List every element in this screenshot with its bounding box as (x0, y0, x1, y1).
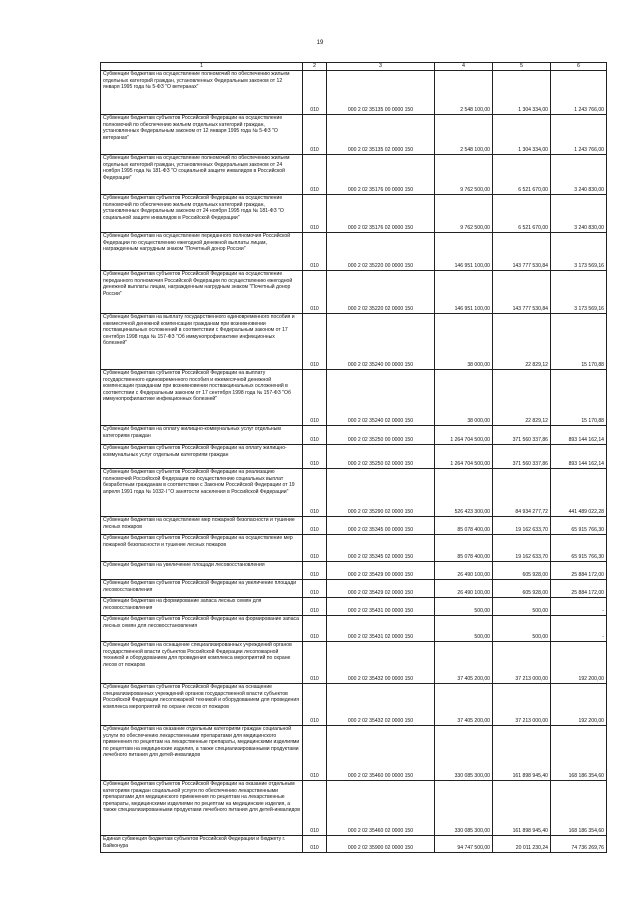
approved-amount-cell: 85 078 400,00 (435, 517, 493, 535)
budget-classification-code-cell: 000 2 02 35220 00 0000 150 (327, 233, 435, 271)
column-header: 4 (435, 63, 493, 71)
unexecuted-amount-cell: - (551, 598, 607, 616)
executed-amount-cell: 1 304 334,00 (493, 115, 551, 155)
unexecuted-amount-cell: 15 170,88 (551, 314, 607, 370)
table-row (101, 535, 607, 562)
budget-classification-code-cell: 000 2 02 35250 00 0000 150 (327, 426, 435, 445)
row-code-cell: 010 (303, 233, 327, 271)
row-name-cell: Субвенции бюджетам субъектов Российской Федерации на реализацию полномочий Российской Федерации по осуществлению социальных выплат безработным гражданам в соответствии с Законом Российской Федерации от 19 апреля 1991 года № 1032-I "О занятости населения в Российской Федерации" (101, 469, 303, 517)
approved-amount-cell: 38 000,00 (435, 370, 493, 426)
budget-classification-code-cell: 000 2 02 35431 00 0000 150 (327, 598, 435, 616)
executed-amount-cell: 84 934 277,72 (493, 469, 551, 517)
unexecuted-amount-cell: 168 186 354,60 (551, 726, 607, 781)
unexecuted-amount-cell: 168 186 354,60 (551, 781, 607, 836)
row-code-cell: 010 (303, 195, 327, 233)
row-name-cell: Субвенции бюджетам на выплату государственного единовременного пособия и ежемесячной денежной компенсации гражданам при возникновении поствакцинальных осложнений в соответствии с Федеральным законом от 17 сентября 1998 года № 157-ФЗ "Об иммунопрофилактике инфекционных болезней" (101, 314, 303, 370)
table-row (101, 598, 607, 616)
budget-classification-code-cell: 000 2 02 35432 00 0000 150 (327, 642, 435, 684)
row-name-cell: Субвенции бюджетам субъектов Российской Федерации на осуществление полномочий по обеспечению жильем отдельных категорий граждан, установленных Федеральным законом от 24 ноября 1995 года № 181-ФЗ "О социальной защите инвалидов в Российской Федерации" (101, 195, 303, 233)
table-row (101, 642, 607, 684)
budget-classification-code-cell: 000 2 02 35431 02 0000 150 (327, 616, 435, 642)
row-code-cell: 010 (303, 517, 327, 535)
row-name-cell: Субвенции бюджетам на формирование запаса лесных семян для лесовосстановления (101, 598, 303, 616)
executed-amount-cell: 161 898 945,40 (493, 781, 551, 836)
approved-amount-cell: 500,00 (435, 616, 493, 642)
executed-amount-cell: 605 928,00 (493, 580, 551, 598)
approved-amount-cell: 37 405 200,00 (435, 642, 493, 684)
executed-amount-cell: 143 777 530,84 (493, 233, 551, 271)
unexecuted-amount-cell: 1 243 766,00 (551, 115, 607, 155)
column-header: 3 (327, 63, 435, 71)
approved-amount-cell: 146 951 100,00 (435, 233, 493, 271)
unexecuted-amount-cell: 74 736 269,76 (551, 836, 607, 853)
row-code-cell: 010 (303, 642, 327, 684)
approved-amount-cell: 330 085 300,00 (435, 726, 493, 781)
budget-classification-code-cell: 000 2 02 35900 02 0000 150 (327, 836, 435, 853)
row-name-cell: Субвенции бюджетам субъектов Российской Федерации на выплату государственного единовременного пособия и ежемесячной денежной компенсации гражданам при возникновении поствакцинальных осложнений в соответствии с Федеральным законом от 17 сентября 1998 года № 157-ФЗ "Об иммунопрофилактике инфекционных болезней" (101, 370, 303, 426)
approved-amount-cell: 37 405 200,00 (435, 684, 493, 726)
row-name-cell: Субвенции бюджетам субъектов Российской Федерации на оснащение специализированных учреждений органов государственной власти субъектов Российской Федерации лесопожарной техникой и оборудованием для проведения комплекса мероприятий по охране лесов от пожаров (101, 684, 303, 726)
budget-classification-code-cell: 000 2 02 35135 00 0000 150 (327, 71, 435, 115)
executed-amount-cell: 605 928,00 (493, 562, 551, 580)
unexecuted-amount-cell: 3 240 830,00 (551, 155, 607, 195)
approved-amount-cell: 1 264 704 500,00 (435, 445, 493, 469)
approved-amount-cell: 2 548 100,00 (435, 115, 493, 155)
row-code-cell: 010 (303, 71, 327, 115)
executed-amount-cell: 6 521 670,00 (493, 155, 551, 195)
budget-classification-code-cell: 000 2 02 35176 00 0000 150 (327, 155, 435, 195)
row-name-cell: Субвенции бюджетам субъектов Российской Федерации на осуществление переданного полномочия Российской Федерации по осуществлению ежегодной денежной выплаты лицам, награжденным нагрудным знаком "Почетный донор России" (101, 271, 303, 314)
table-row (101, 115, 607, 155)
approved-amount-cell: 38 000,00 (435, 314, 493, 370)
executed-amount-cell: 20 011 230,24 (493, 836, 551, 853)
row-name-cell: Субвенции бюджетам на осуществление полномочий по обеспечению жильем отдельных категорий граждан, установленных Федеральным законом от 24 ноября 1995 года № 181-ФЗ "О социальной защите инвалидов в Российской Федерации" (101, 155, 303, 195)
unexecuted-amount-cell: 25 884 172,00 (551, 580, 607, 598)
approved-amount-cell: 26 490 100,00 (435, 562, 493, 580)
unexecuted-amount-cell: 3 240 830,00 (551, 195, 607, 233)
table-row (101, 726, 607, 781)
table-row (101, 314, 607, 370)
budget-classification-code-cell: 000 2 02 35345 02 0000 150 (327, 535, 435, 562)
column-header: 1 (101, 63, 303, 71)
budget-classification-code-cell: 000 2 02 35290 02 0000 150 (327, 469, 435, 517)
budget-classification-code-cell: 000 2 02 35240 02 0000 150 (327, 370, 435, 426)
row-name-cell: Субвенции бюджетам субъектов Российской Федерации на оплату жилищно-коммунальных услуг отдельным категориям граждан (101, 445, 303, 469)
row-name-cell: Субвенции бюджетам субъектов Российской Федерации на оказание отдельным категориям граждан социальной услуги по обеспечению лекарственными препаратами для медицинского применения по рецептам на лекарственные препараты, медицинскими изделиями по рецептам на медицинские изделия, а также специализированными продуктами лечебного питания для детей-инвалидов (101, 781, 303, 836)
approved-amount-cell: 146 951 100,00 (435, 271, 493, 314)
row-name-cell: Субвенции бюджетам на осуществление мер пожарной безопасности и тушение лесных пожаров (101, 517, 303, 535)
row-name-cell: Субвенции бюджетам на оснащение специализированных учреждений органов государственной власти субъектов Российской Федерации лесопожарной техникой и оборудованием для проведения комплекса мероприятий по охране лесов от пожаров (101, 642, 303, 684)
row-name-cell: Субвенции бюджетам на увеличение площади лесовосстановления (101, 562, 303, 580)
row-code-cell: 010 (303, 445, 327, 469)
row-code-cell: 010 (303, 684, 327, 726)
unexecuted-amount-cell: 441 489 022,28 (551, 469, 607, 517)
row-code-cell: 010 (303, 598, 327, 616)
unexecuted-amount-cell: 192 200,00 (551, 684, 607, 726)
approved-amount-cell: 9 762 500,00 (435, 155, 493, 195)
row-code-cell: 010 (303, 314, 327, 370)
executed-amount-cell: 143 777 530,84 (493, 271, 551, 314)
row-code-cell: 010 (303, 155, 327, 195)
unexecuted-amount-cell: 15 170,88 (551, 370, 607, 426)
budget-classification-code-cell: 000 2 02 35429 00 0000 150 (327, 562, 435, 580)
table-row (101, 580, 607, 598)
table-row (101, 445, 607, 469)
executed-amount-cell: 161 898 945,40 (493, 726, 551, 781)
row-code-cell: 010 (303, 535, 327, 562)
row-code-cell: 010 (303, 469, 327, 517)
row-code-cell: 010 (303, 726, 327, 781)
page-number: 19 (316, 40, 324, 46)
unexecuted-amount-cell: 65 915 766,30 (551, 517, 607, 535)
unexecuted-amount-cell: 65 915 766,30 (551, 535, 607, 562)
executed-amount-cell: 37 213 000,00 (493, 642, 551, 684)
table-row (101, 271, 607, 314)
approved-amount-cell: 1 264 704 500,00 (435, 426, 493, 445)
row-code-cell: 010 (303, 580, 327, 598)
column-number-header-row (101, 63, 607, 71)
executed-amount-cell: 500,00 (493, 616, 551, 642)
approved-amount-cell: 526 423 300,00 (435, 469, 493, 517)
budget-classification-code-cell: 000 2 02 35220 02 0000 150 (327, 271, 435, 314)
row-name-cell: Субвенции бюджетам на осуществление переданного полномочия Российской Федерации по осуществлению ежегодной денежной выплаты лицам, награжденным нагрудным знаком "Почетный донор России" (101, 233, 303, 271)
table-row (101, 195, 607, 233)
row-name-cell: Субвенции бюджетам на осуществление полномочий по обеспечению жильем отдельных категорий граждан, установленных Федеральным законом от 12 января 1995 года № 5-ФЗ "О ветеранах" (101, 71, 303, 115)
approved-amount-cell: 2 548 100,00 (435, 71, 493, 115)
table-row (101, 469, 607, 517)
row-code-cell: 010 (303, 781, 327, 836)
budget-classification-code-cell: 000 2 02 35460 00 0000 150 (327, 726, 435, 781)
row-name-cell: Субвенции бюджетам на оплату жилищно-коммунальных услуг отдельным категориям граждан (101, 426, 303, 445)
table-row (101, 426, 607, 445)
approved-amount-cell: 85 078 400,00 (435, 535, 493, 562)
budget-classification-code-cell: 000 2 02 35432 02 0000 150 (327, 684, 435, 726)
row-code-cell: 010 (303, 426, 327, 445)
executed-amount-cell: 19 162 633,70 (493, 517, 551, 535)
column-header: 2 (303, 63, 327, 71)
table-row (101, 233, 607, 271)
row-name-cell: Субвенции бюджетам субъектов Российской Федерации на формирование запаса лесных семян для лесовосстановления (101, 616, 303, 642)
executed-amount-cell: 37 213 000,00 (493, 684, 551, 726)
row-name-cell: Субвенции бюджетам субъектов Российской Федерации на осуществление полномочий по обеспечению жильем отдельных категорий граждан, установленных Федеральным законом от 12 января 1995 года № 5-ФЗ "О ветеранах" (101, 115, 303, 155)
budget-classification-code-cell: 000 2 02 35429 02 0000 150 (327, 580, 435, 598)
unexecuted-amount-cell: 192 200,00 (551, 642, 607, 684)
table-row (101, 684, 607, 726)
approved-amount-cell: 330 085 300,00 (435, 781, 493, 836)
table-row (101, 781, 607, 836)
table-row (101, 836, 607, 853)
table-row (101, 370, 607, 426)
executed-amount-cell: 500,00 (493, 598, 551, 616)
row-name-cell: Субвенции бюджетам субъектов Российской Федерации на увеличение площади лесовосстановления (101, 580, 303, 598)
executed-amount-cell: 22 829,12 (493, 314, 551, 370)
row-name-cell: Единая субвенция бюджетам субъектов Российской Федерации и бюджету г. Байконура (101, 836, 303, 853)
row-code-cell: 010 (303, 836, 327, 853)
budget-classification-code-cell: 000 2 02 35250 02 0000 150 (327, 445, 435, 469)
unexecuted-amount-cell: 3 173 569,16 (551, 233, 607, 271)
executed-amount-cell: 371 560 337,86 (493, 445, 551, 469)
budget-classification-code-cell: 000 2 02 35345 00 0000 150 (327, 517, 435, 535)
table-row (101, 562, 607, 580)
executed-amount-cell: 6 521 670,00 (493, 195, 551, 233)
executed-amount-cell: 19 162 633,70 (493, 535, 551, 562)
approved-amount-cell: 94 747 500,00 (435, 836, 493, 853)
row-code-cell: 010 (303, 616, 327, 642)
unexecuted-amount-cell: - (551, 616, 607, 642)
executed-amount-cell: 371 560 337,86 (493, 426, 551, 445)
table-row (101, 616, 607, 642)
row-name-cell: Субвенции бюджетам субъектов Российской Федерации на осуществление мер пожарной безопасности и тушение лесных пожаров (101, 535, 303, 562)
row-code-cell: 010 (303, 115, 327, 155)
executed-amount-cell: 1 304 334,00 (493, 71, 551, 115)
executed-amount-cell: 22 829,12 (493, 370, 551, 426)
unexecuted-amount-cell: 25 884 172,00 (551, 562, 607, 580)
budget-execution-table (100, 62, 607, 853)
unexecuted-amount-cell: 1 243 766,00 (551, 71, 607, 115)
row-name-cell: Субвенции бюджетам на оказание отдельным категориям граждан социальной услуги по обеспечению лекарственными препаратами для медицинского применения по рецептам на лекарственные препараты, медицинскими изделиями по рецептам на медицинские изделия, а также специализированными продуктами лечебного питания для детей-инвалидов (101, 726, 303, 781)
unexecuted-amount-cell: 893 144 162,14 (551, 445, 607, 469)
approved-amount-cell: 26 490 100,00 (435, 580, 493, 598)
unexecuted-amount-cell: 3 173 569,16 (551, 271, 607, 314)
unexecuted-amount-cell: 893 144 162,14 (551, 426, 607, 445)
approved-amount-cell: 9 762 500,00 (435, 195, 493, 233)
column-header: 5 (493, 63, 551, 71)
budget-classification-code-cell: 000 2 02 35240 00 0000 150 (327, 314, 435, 370)
row-code-cell: 010 (303, 370, 327, 426)
budget-classification-code-cell: 000 2 02 35176 02 0000 150 (327, 195, 435, 233)
column-header: 6 (551, 63, 607, 71)
row-code-cell: 010 (303, 562, 327, 580)
budget-classification-code-cell: 000 2 02 35135 02 0000 150 (327, 115, 435, 155)
budget-classification-code-cell: 000 2 02 35460 02 0000 150 (327, 781, 435, 836)
table-row (101, 517, 607, 535)
approved-amount-cell: 500,00 (435, 598, 493, 616)
table-row (101, 71, 607, 115)
row-code-cell: 010 (303, 271, 327, 314)
table-row (101, 155, 607, 195)
